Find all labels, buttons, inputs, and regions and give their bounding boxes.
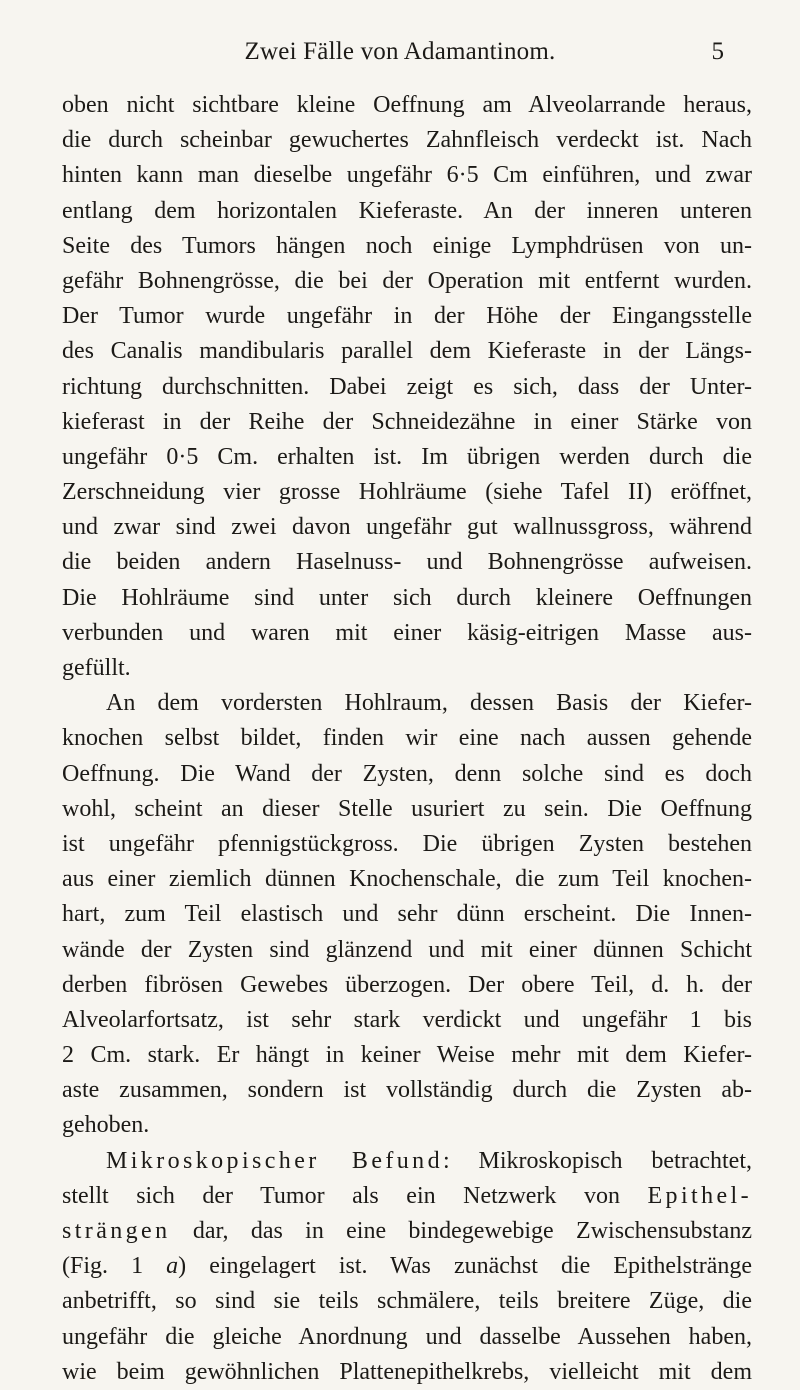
page-number: 5 — [711, 38, 724, 65]
text-line: Alveolarfortsatz, ist sehr stark verdickt und ungefähr 1 bis — [62, 1006, 752, 1033]
emphasis-run: Epithel- — [647, 1182, 752, 1209]
text-line: und zwar sind zwei davon ungefähr gut wallnussgross, während — [62, 514, 752, 541]
text-line: entlang dem horizontalen Kieferaste. An der inneren unteren — [62, 197, 752, 224]
text-line — [62, 1214, 752, 1249]
text-line: Die Hohlräume sind unter sich durch kleinere Oeffnungen — [62, 584, 752, 611]
text-line: Seite des Tumors hängen noch einige Lymphdrüsen von un- — [62, 232, 752, 259]
text-line: anbetrifft, so sind sie teils schmälere, teils breitere Züge, die — [62, 1288, 752, 1315]
text-line: aste zusammen, sondern ist vollständig durch die Zysten ab- — [62, 1077, 752, 1104]
text-run: : Mikroskopisch betrachtet, — [442, 1147, 752, 1174]
text-line: derben fibrösen Gewebes überzogen. Der obere Teil, d. h. der — [62, 971, 752, 998]
text-line: die beiden andern Haselnuss- und Bohnengrösse aufweisen. — [62, 549, 752, 576]
text-line-befund — [62, 1144, 752, 1179]
text-line — [62, 1249, 752, 1284]
text-line: oben nicht sichtbare kleine Oeffnung am Alveolarrande heraus, — [62, 92, 752, 118]
text-line: Oeffnung. Die Wand der Zysten, denn solche sind es doch — [62, 760, 752, 787]
text-line: gefähr Bohnengrösse, die bei der Operation mit entfernt wurden. — [62, 267, 752, 294]
text-line: wohl, scheint an dieser Stelle usuriert zu sein. Die Oeffnung — [62, 795, 752, 822]
text-line: verbunden und waren mit einer käsig-eitrigen Masse aus- — [62, 619, 752, 646]
text-line: die durch scheinbar gewuchertes Zahnfleisch verdeckt ist. Nach — [62, 127, 752, 154]
emphasis-run: strängen — [62, 1218, 171, 1244]
text-run: dar, das in eine bindegewebige Zwischensubstanz — [170, 1218, 752, 1244]
text-line: Zerschneidung vier grosse Hohlräume (siehe Tafel II) eröffnet, — [62, 479, 752, 506]
text-line: kieferast in der Reihe der Schneidezähne in einer Stärke von — [62, 408, 752, 435]
text-line: ist ungefähr pfennigstückgross. Die übrigen Zysten bestehen — [62, 830, 752, 857]
text-line: hart, zum Teil elastisch und sehr dünn erscheint. Die Innen- — [62, 901, 752, 928]
text-line: knochen selbst bildet, finden wir eine nach aussen gehende — [62, 725, 752, 752]
text-line: aus einer ziemlich dünnen Knochenschale, die zum Teil knochen- — [62, 866, 752, 893]
text-line: wie beim gewöhnlichen Plattenepithelkrebs, vielleicht mit dem — [62, 1358, 752, 1385]
text-line: ungefähr die gleiche Anordnung und dasselbe Aussehen haben, — [62, 1323, 752, 1350]
text-line: gefüllt. — [62, 655, 131, 681]
text-run: (Fig. 1 — [62, 1253, 167, 1280]
text-line: Der Tumor wurde ungefähr in der Höhe der Eingangsstelle — [62, 303, 752, 330]
text-line: hinten kann man dieselbe ungefähr 6·5 Cm einführen, und zwar — [62, 162, 752, 189]
running-title: Zwei Fälle von Adamantinom. — [244, 38, 556, 65]
text-line: richtung durchschnitten. Dabei zeigt es sich, dass der Unter- — [62, 373, 752, 400]
text-line — [62, 1179, 752, 1214]
text-line: wände der Zysten sind glänzend und mit einer dünnen Schicht — [62, 936, 752, 963]
text-line: gehoben. — [62, 1112, 150, 1139]
text-line: An dem vordersten Hohlraum, dessen Basis der Kiefer- — [106, 690, 752, 717]
text-line: ungefähr 0·5 Cm. erhalten ist. Im übrigen werden durch die — [62, 443, 752, 470]
text-line: 2 Cm. stark. Er hängt in keiner Weise mehr mit dem Kiefer- — [62, 1042, 752, 1069]
text-line: des Canalis mandibularis parallel dem Kieferaste in der Längs- — [62, 338, 752, 365]
section-heading: Mikroskopischer Befund — [106, 1147, 443, 1174]
text-run: stellt sich der Tumor als ein Netzwerk von — [62, 1182, 620, 1209]
text-run: ) eingelagert ist. Was zunächst die Epithelstränge — [178, 1253, 752, 1280]
body-text — [62, 88, 752, 1390]
running-header — [0, 38, 800, 68]
figure-letter: a — [166, 1253, 179, 1280]
